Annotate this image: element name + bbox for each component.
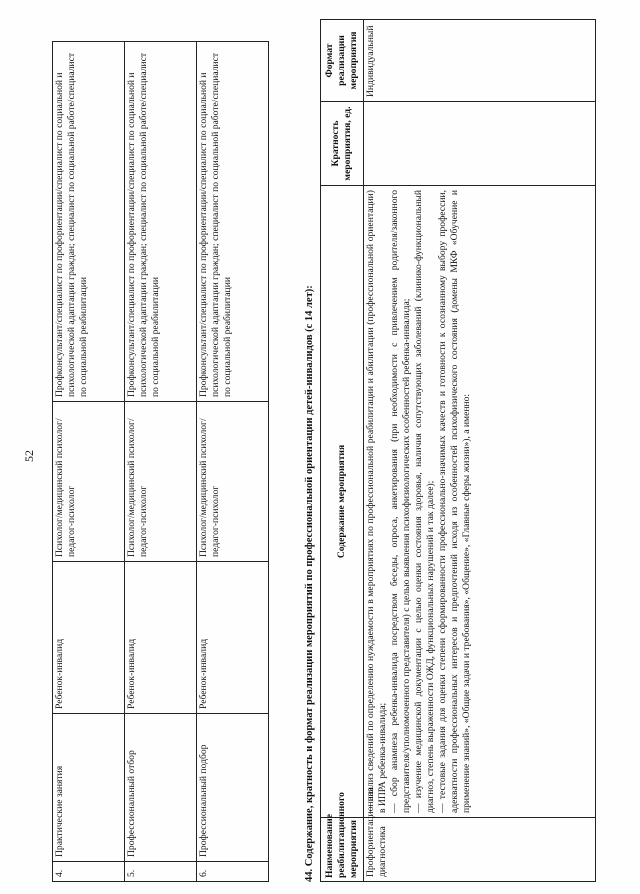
target-group: Ребенок-инвалид	[125, 562, 197, 714]
content-paragraph: — изучение медицинской документации с целью оценки состояния здоровья, наличия сопутствующих заболеваний (клинико-функциональный диагноз, степень выраженности ОЖД, функциональных нарушений и так далее);	[413, 190, 436, 813]
section-title: 44. Содержание, кратность и формат реализации мероприятий по профессиональной ориентации детей-инвалидов (с 14 лет):	[304, 285, 315, 882]
content-paragraph: — анализ сведений по определению нуждаемости в мероприятиях по профессиональной реабилитации и абилитации (профессиональной ориентации) в ИПРА ребенка-инвалида;	[365, 190, 388, 813]
rehab-activities-table	[52, 41, 269, 882]
activity-name: Профессиональный подбор	[197, 714, 269, 862]
activity-name: Практические занятия	[53, 714, 125, 862]
specialist: Психолог/медицинский психолог/педагог-психолог	[197, 402, 269, 562]
content-paragraph: — тестовые задания для оценки степени сформированности профессионально-значимых качеств и готовности к осознанному выбору профессии, адекватности профессиональных интересов и предпочтений исходя из особенностей психофизического состояния (домены МКФ «Обучение и применение знаний», «Общие задачи и требования», «Общение», «Главные сферы жизни»), а именно:	[437, 190, 472, 813]
specialist: Психолог/медицинский психолог/педагог-психолог	[53, 402, 125, 562]
header-row	[321, 20, 364, 882]
executors: Профконсультант/специалист по профориентации/специалист по социальной и психологической адаптации граждан; специалист по социальной работе/специалист по социальной реабилитации	[125, 42, 197, 402]
header-format: Формат реализации мероприятия	[321, 20, 364, 102]
header-activity-name: Наименование реабилитационного мероприятия	[321, 818, 364, 882]
activity-name: Профориентационная диагностика	[364, 818, 596, 882]
activity-name: Профессиональный отбор	[125, 714, 197, 862]
header-content: Содержание мероприятия	[321, 186, 364, 818]
activity-content	[364, 186, 596, 818]
content-paragraph: — сбор анамнеза ребенка-инвалида посредством беседы, опроса, анкетирования (при необходимости с привлечением родителя/законного представителя/уполномоченного представителя) с целью выявления психофизиологических особенностей ребенка-инвалида;	[389, 190, 412, 813]
table-row	[125, 42, 197, 882]
row-number: 6.	[197, 862, 269, 882]
page-number: 52	[22, 450, 36, 462]
table-row	[53, 42, 125, 882]
executors: Профконсультант/специалист по профориентации/специалист по социальной и психологической адаптации граждан; специалист по социальной работе/специалист по социальной реабилитации	[197, 42, 269, 402]
header-frequency: Кратность мероприятия, ед.	[321, 102, 364, 186]
executors: Профконсультант/специалист по профориентации/специалист по социальной и психологической адаптации граждан; специалист по социальной работе/специалист по социальной реабилитации	[53, 42, 125, 402]
specialist: Психолог/медицинский психолог/педагог-психолог	[125, 402, 197, 562]
format-value: Индивидуальный	[364, 20, 596, 102]
career-guidance-table	[320, 19, 596, 882]
target-group: Ребенок-инвалид	[197, 562, 269, 714]
row-number: 5.	[125, 862, 197, 882]
row-number: 4.	[53, 862, 125, 882]
frequency-value	[364, 102, 596, 186]
table-row	[364, 20, 596, 882]
table-row	[197, 42, 269, 882]
target-group: Ребенок-инвалид	[53, 562, 125, 714]
